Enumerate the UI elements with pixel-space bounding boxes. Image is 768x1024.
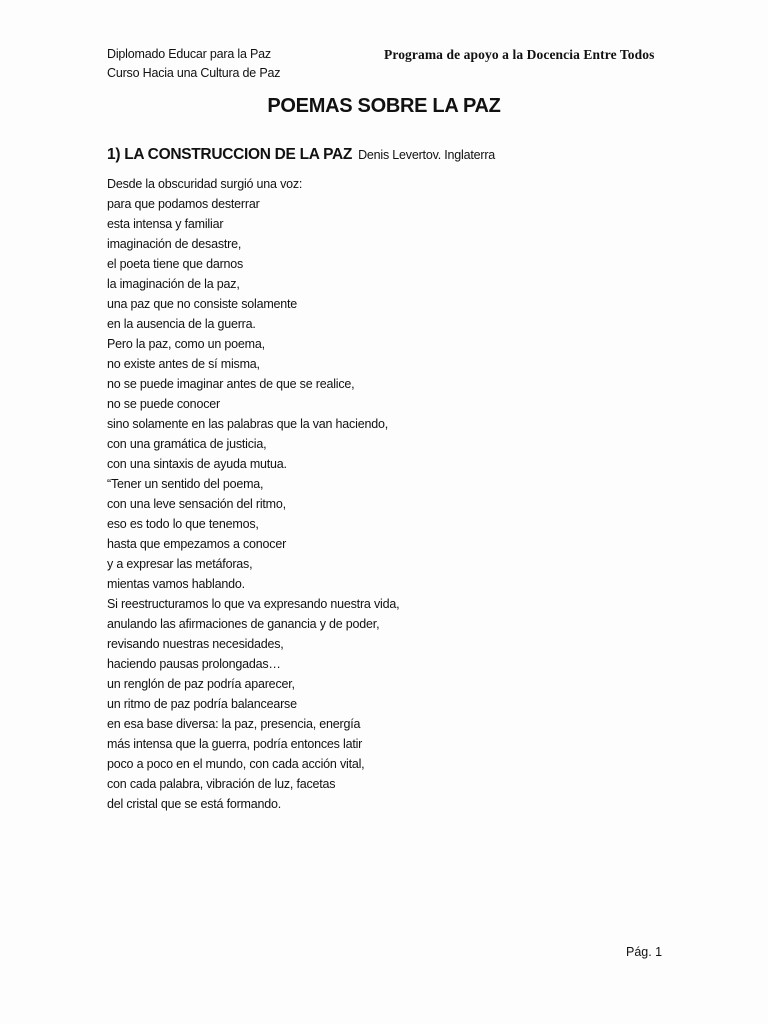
poem-line: un ritmo de paz podría balancearse <box>107 697 297 711</box>
header-course-info <box>107 45 280 83</box>
poem-line: poco a poco en el mundo, con cada acción vital, <box>107 757 365 771</box>
poem-line: no se puede conocer <box>107 397 220 411</box>
poem-line: más intensa que la guerra, podría entonces latir <box>107 737 363 751</box>
poem-line: una paz que no consiste solamente <box>107 297 298 311</box>
poem-line: no existe antes de sí misma, <box>107 357 260 371</box>
header-course-line: Curso Hacia una Cultura de Paz <box>107 66 281 80</box>
poem-line: con una sintaxis de ayuda mutua. <box>107 457 287 471</box>
poem-line: Si reestructuramos lo que va expresando nuestra vida, <box>107 597 400 611</box>
poem-line: con una leve sensación del ritmo, <box>107 497 286 511</box>
header-program-name: Programa de apoyo a la Docencia Entre Todos <box>384 47 655 62</box>
header-diploma-line: Diplomado Educar para la Paz <box>107 47 271 61</box>
page-title: POEMAS SOBRE LA PAZ <box>267 95 501 117</box>
poem-line: haciendo pausas prolongadas… <box>107 657 281 671</box>
poem-line: con una gramática de justicia, <box>107 437 267 451</box>
poem-line: Pero la paz, como un poema, <box>107 337 265 351</box>
poem-body <box>107 174 399 814</box>
poem-line: para que podamos desterrar <box>107 197 260 211</box>
poem-line: “Tener un sentido del poema, <box>107 477 264 491</box>
poem-line: el poeta tiene que darnos <box>107 257 244 271</box>
poem-line: revisando nuestras necesidades, <box>107 637 284 651</box>
poem-line: anulando las afirmaciones de ganancia y de poder, <box>107 617 380 631</box>
poem-author: Denis Levertov. Inglaterra <box>358 148 496 162</box>
poem-heading <box>107 138 495 166</box>
poem-line: en esa base diversa: la paz, presencia, energía <box>107 717 361 731</box>
page-number: Pág. 1 <box>626 945 663 959</box>
poem-line: esta intensa y familiar <box>107 217 224 231</box>
poem-line: un renglón de paz podría aparecer, <box>107 677 295 691</box>
poem-line: del cristal que se está formando. <box>107 797 282 811</box>
poem-line: eso es todo lo que tenemos, <box>107 517 259 531</box>
poem-line: mientas vamos hablando. <box>107 577 245 591</box>
poem-line: con cada palabra, vibración de luz, facetas <box>107 777 336 791</box>
poem-line: hasta que empezamos a conocer <box>107 537 287 551</box>
poem-line: en la ausencia de la guerra. <box>107 317 256 331</box>
poem-line: y a expresar las metáforas, <box>107 557 253 571</box>
poem-line: Desde la obscuridad surgió una voz: <box>107 177 303 191</box>
poem-line: no se puede imaginar antes de que se realice, <box>107 377 355 391</box>
poem-line: sino solamente en las palabras que la van haciendo, <box>107 417 388 431</box>
poem-line: imaginación de desastre, <box>107 237 242 251</box>
poem-title: 1) LA CONSTRUCCION DE LA PAZ <box>107 146 353 163</box>
poem-line: la imaginación de la paz, <box>107 277 240 291</box>
